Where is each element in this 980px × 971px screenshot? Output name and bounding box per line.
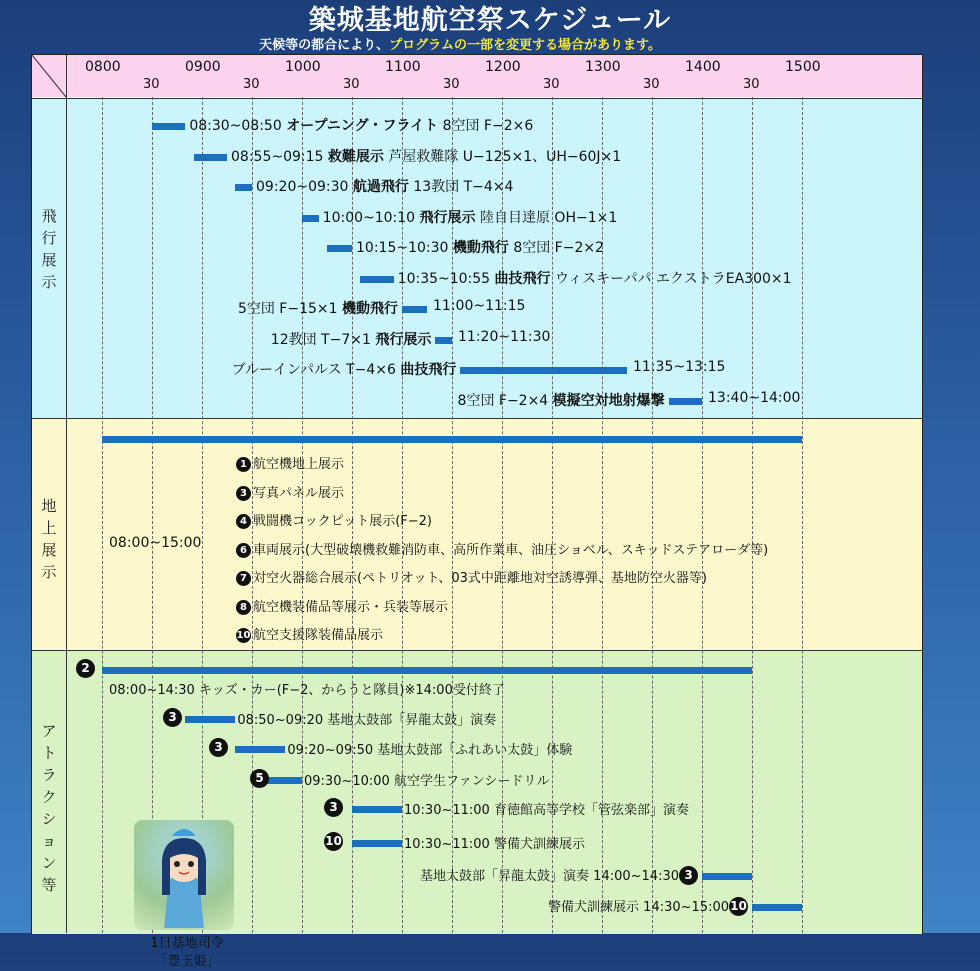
flight-bar [327, 245, 352, 252]
flight-row-right [398, 268, 792, 288]
flight-unit: 13教団 T−4×4 [413, 179, 514, 195]
flight-time: 13:40~14:00 [708, 389, 801, 406]
flight-event: 曲技飛行 [400, 362, 457, 378]
page-subtitle [0, 34, 920, 53]
label-column-divider [66, 55, 67, 933]
flight-row-right [231, 146, 621, 166]
number-badge-icon: 6 [236, 543, 251, 558]
attraction-badge [76, 659, 97, 678]
attraction-text: 警備犬訓練展示 [493, 837, 585, 852]
half-hour-label: 30 [343, 77, 360, 92]
flight-time: 10:00~10:10 [322, 209, 416, 226]
ground-item [236, 510, 432, 529]
number-badge-icon: 1 [236, 457, 251, 472]
flight-unit: ウィスキーパパ エクストラEA300×1 [554, 270, 792, 287]
flight-unit: 12教団 T−7×1 [270, 331, 371, 348]
number-badge-icon: 10 [236, 630, 251, 641]
attraction-bar [235, 746, 285, 753]
flight-label-text: 飛行展示 [41, 207, 57, 291]
flight-time: 09:20~09:30 [256, 179, 349, 195]
attraction-row [109, 679, 505, 698]
flight-time: 11:20~11:30 [458, 328, 551, 345]
flight-unit: 5空団 F−15×1 [237, 301, 338, 317]
ground-item [236, 624, 383, 643]
ground-item-text: 航空機地上展示 [253, 457, 345, 472]
number-badge-icon: 8 [236, 600, 251, 615]
flight-unit: 芦屋救難隊 U−125×1、UH−60J×1 [388, 148, 622, 165]
flight-bar [152, 123, 185, 130]
flight-event: 模擬空対地射爆撃 [552, 392, 665, 409]
flight-unit: 陸自目達原 OH−1×1 [479, 209, 618, 226]
attraction-text: キッズ・カー(F−2、からうと隊員)※14:00受付終了 [198, 683, 505, 698]
flight-row-left [238, 298, 398, 318]
hour-label: 1500 [785, 59, 821, 75]
flight-unit: 8空団 F−2×2 [513, 240, 605, 256]
section-label-attraction [32, 720, 66, 896]
attraction-badge [324, 798, 345, 817]
hour-label: 1200 [485, 59, 521, 75]
half-hour-label: 30 [543, 77, 560, 92]
hour-label: 1300 [585, 59, 621, 75]
mascot-caption-line1: 1日基地司令 [150, 936, 224, 951]
hour-label: 0800 [85, 59, 121, 75]
flight-time: 11:35~13:15 [633, 359, 726, 375]
flight-bar [360, 276, 393, 283]
flight-unit: 8空団 F−2×4 [457, 392, 549, 409]
flight-bar [402, 306, 427, 313]
half-hour-label: 30 [243, 77, 260, 92]
attraction-time: 08:50~09:20 [237, 713, 324, 728]
attraction-text: 基地太鼓部「昇龍太鼓」演奏 [420, 869, 590, 884]
ground-item-text: 航空支援隊装備品展示 [253, 628, 384, 643]
half-hour-label: 30 [743, 77, 760, 92]
attraction-label-text: アトラクション等 [41, 722, 57, 894]
attraction-time: 09:20~09:50 [287, 743, 374, 758]
flight-bar [435, 337, 452, 344]
attraction-row [548, 896, 750, 916]
attraction-row [304, 770, 549, 789]
attraction-row [237, 709, 496, 728]
attraction-bar [352, 840, 402, 847]
half-hour-label: 30 [143, 77, 160, 92]
attraction-badge [324, 832, 345, 851]
ground-label-text: 地上展示 [41, 497, 57, 581]
mascot-image [134, 820, 234, 930]
flight-event: 救難展示 [327, 148, 384, 165]
hour-label: 1400 [685, 59, 721, 75]
ground-item [236, 596, 448, 615]
attraction-row [404, 799, 689, 818]
flight-row-left [232, 359, 457, 379]
grid-line-hour [202, 97, 203, 933]
attraction-bar [752, 904, 802, 911]
flight-event: 飛行展示 [419, 209, 476, 226]
attraction-time: 10:30~11:00 [404, 837, 490, 852]
attraction-time: 14:30~15:00 [643, 900, 729, 915]
flight-bar [235, 184, 252, 191]
flight-row-left [271, 329, 432, 349]
ground-item [236, 539, 768, 558]
half-hour-label: 30 [643, 77, 660, 92]
ground-bar [102, 436, 802, 443]
flight-unit: 8空団 F−2×6 [442, 118, 534, 134]
ground-item-text: 対空火器総合展示(ペトリオット、03式中距離地対空誘導弾、基地防空火器等) [253, 571, 707, 586]
attraction-text: 基地太鼓部「昇龍太鼓」演奏 [327, 713, 497, 728]
number-badge-icon: 10 [729, 897, 748, 916]
attraction-badge [163, 708, 184, 727]
flight-bar [669, 398, 702, 405]
attraction-time: 14:00~14:30 [593, 869, 679, 884]
flight-bar [460, 367, 627, 374]
flight-row-left [458, 390, 665, 410]
flight-event: 機動飛行 [452, 240, 509, 256]
flight-event: 飛行展示 [375, 331, 432, 348]
half-hour-label: 30 [443, 77, 460, 92]
ground-time: 08:00~15:00 [109, 535, 202, 551]
attraction-bar [102, 667, 752, 674]
attraction-text: 育徳館高等学校「管弦楽部」演奏 [493, 803, 689, 818]
attraction-badge [250, 769, 271, 788]
number-badge-icon: 3 [163, 708, 182, 727]
flight-row-right [189, 115, 533, 135]
attraction-bar [185, 716, 235, 723]
mascot-caption [127, 935, 247, 971]
ground-item-text: 戦闘機コックピット展示(F−2) [253, 514, 433, 529]
flight-event: オープニング・フライト [286, 118, 439, 134]
flight-unit: ブルーインパルス T−4×6 [231, 362, 396, 378]
subtitle-text: 天候等の都合により、 [259, 38, 390, 53]
number-badge-icon: 3 [209, 738, 228, 757]
header-corner [32, 55, 66, 97]
flight-time: 10:15~10:30 [356, 240, 449, 256]
page-title: 築城基地航空祭スケジュール [308, 5, 672, 36]
flight-time: 11:00~11:15 [433, 298, 526, 314]
number-badge-icon: 2 [76, 659, 95, 678]
number-badge-icon: 3 [679, 866, 698, 885]
flight-time: 08:55~09:15 [231, 148, 324, 165]
ground-item [236, 453, 344, 472]
section-label-flight [32, 205, 66, 293]
number-badge-icon: 10 [324, 832, 343, 851]
grid-line-half [752, 97, 753, 933]
attraction-text: 航空学生ファンシードリル [393, 774, 550, 789]
subtitle-highlight: プログラムの一部を変更する場合があります。 [389, 38, 661, 53]
attraction-text: 基地太鼓部「ふれあい太鼓」体験 [377, 743, 573, 758]
number-badge-icon: 7 [236, 571, 251, 586]
flight-event: 航過飛行 [352, 179, 409, 195]
flight-time: 08:30~08:50 [189, 118, 282, 134]
attraction-badge [209, 738, 230, 757]
attraction-bar [352, 806, 402, 813]
grid-line-half [152, 97, 153, 933]
grid-line-hour [102, 97, 103, 933]
mascot-caption-line2: 「豊玉姫」 [154, 954, 220, 969]
number-badge-icon: 3 [236, 486, 251, 501]
hour-label: 1000 [285, 59, 321, 75]
attraction-time: 08:00~14:30 [109, 683, 195, 698]
schedule-table [31, 54, 923, 969]
flight-row-right [256, 176, 513, 196]
flight-row-right [356, 237, 604, 257]
flight-bar [302, 215, 319, 222]
ground-item-text: 車両展示(大型破壊機救難消防車、高所作業車、油圧ショベル、スキッドステアローダ等) [253, 542, 769, 558]
section-label-ground [32, 495, 66, 583]
attraction-row [420, 865, 700, 885]
attraction-time: 10:30~11:00 [404, 803, 490, 818]
flight-time: 10:35~10:55 [397, 270, 491, 287]
ground-item [236, 567, 707, 586]
number-badge-icon: 4 [236, 514, 251, 529]
attraction-row [404, 833, 585, 852]
ground-item-text: 写真パネル展示 [253, 485, 345, 501]
hour-label: 1100 [385, 59, 421, 75]
flight-event: 機動飛行 [342, 301, 398, 317]
ground-item [236, 482, 344, 501]
attraction-time: 09:30~10:00 [304, 774, 390, 789]
grid-line-hour [702, 97, 703, 933]
attraction-text: 警備犬訓練展示 [548, 900, 640, 915]
flight-row-right [323, 207, 618, 227]
number-badge-icon: 5 [250, 769, 269, 788]
ground-item-text: 航空機装備品等展示・兵装等展示 [253, 599, 449, 615]
attraction-row [287, 739, 572, 758]
flight-bar [194, 154, 227, 161]
grid-line-hour [802, 97, 803, 933]
attraction-bar [702, 873, 752, 880]
flight-event: 曲技飛行 [494, 270, 551, 287]
number-badge-icon: 3 [324, 798, 343, 817]
hour-label: 0900 [185, 59, 221, 75]
